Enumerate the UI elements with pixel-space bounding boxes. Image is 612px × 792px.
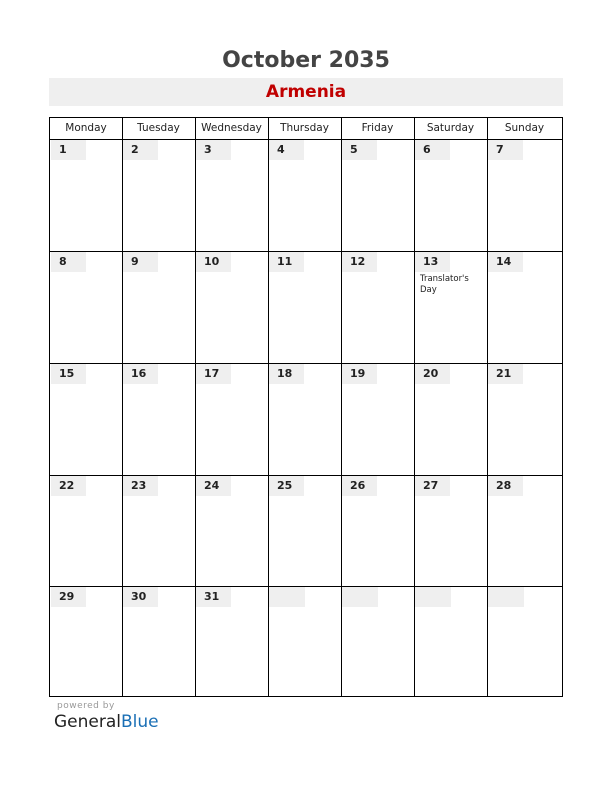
day-cell[interactable] <box>123 476 195 586</box>
day-cell[interactable] <box>488 364 562 475</box>
day-number: 1 <box>51 140 86 160</box>
day-number: 18 <box>269 364 304 384</box>
day-cell[interactable] <box>488 476 562 586</box>
holiday-label: Translator's Day <box>420 274 469 295</box>
weekday-header: Wednesday <box>201 122 262 134</box>
day-cell[interactable] <box>196 252 268 363</box>
day-cell[interactable] <box>269 252 341 363</box>
weekday-header: Saturday <box>426 122 475 134</box>
day-cell[interactable] <box>51 476 122 586</box>
day-cell[interactable] <box>196 364 268 475</box>
day-cell[interactable] <box>415 476 487 586</box>
day-number: 10 <box>196 252 231 272</box>
day-cell[interactable] <box>51 364 122 475</box>
day-number: 5 <box>342 140 377 160</box>
day-number: 28 <box>488 476 523 496</box>
day-number: 31 <box>196 587 231 607</box>
day-number <box>415 587 451 607</box>
day-number: 3 <box>196 140 231 160</box>
day-number <box>488 587 524 607</box>
day-number: 7 <box>488 140 523 160</box>
day-cell[interactable] <box>342 476 414 586</box>
day-number: 15 <box>51 364 86 384</box>
day-number: 14 <box>488 252 523 272</box>
day-cell[interactable] <box>488 587 562 696</box>
day-number <box>269 587 305 607</box>
day-number: 22 <box>51 476 86 496</box>
day-number: 27 <box>415 476 450 496</box>
day-cell[interactable] <box>196 140 268 251</box>
calendar-grid <box>49 117 563 697</box>
day-cell[interactable] <box>123 252 195 363</box>
day-cell[interactable] <box>196 476 268 586</box>
brand-blue: Blue <box>121 712 159 732</box>
weekday-header: Tuesday <box>137 122 180 134</box>
day-number: 6 <box>415 140 450 160</box>
weekday-header: Friday <box>361 122 394 134</box>
day-cell[interactable] <box>415 364 487 475</box>
brand-general: General <box>54 712 121 732</box>
powered-by-label: powered by <box>57 701 115 711</box>
day-number: 2 <box>123 140 158 160</box>
day-cell[interactable] <box>196 587 268 696</box>
day-cell[interactable] <box>269 364 341 475</box>
day-cell[interactable] <box>415 252 487 363</box>
day-cell[interactable] <box>123 140 195 251</box>
day-cell[interactable] <box>342 587 414 696</box>
day-cell[interactable] <box>342 364 414 475</box>
weekday-header: Sunday <box>504 122 545 134</box>
day-number: 23 <box>123 476 158 496</box>
day-number: 9 <box>123 252 158 272</box>
day-cell[interactable] <box>269 476 341 586</box>
day-number: 12 <box>342 252 377 272</box>
day-number: 16 <box>123 364 158 384</box>
weekday-header: Thursday <box>280 122 329 134</box>
day-cell[interactable] <box>123 364 195 475</box>
day-number: 19 <box>342 364 377 384</box>
day-number: 29 <box>51 587 86 607</box>
day-cell[interactable] <box>488 140 562 251</box>
country-banner <box>49 78 563 106</box>
day-cell[interactable] <box>51 140 122 251</box>
country-name: Armenia <box>265 82 347 102</box>
day-number: 17 <box>196 364 231 384</box>
weekday-header: Monday <box>65 122 107 134</box>
day-cell[interactable] <box>342 252 414 363</box>
day-number: 8 <box>51 252 86 272</box>
day-number: 24 <box>196 476 231 496</box>
day-cell[interactable] <box>269 140 341 251</box>
day-cell[interactable] <box>488 252 562 363</box>
day-number <box>342 587 378 607</box>
day-number: 13 <box>415 252 450 272</box>
day-cell[interactable] <box>51 587 122 696</box>
day-cell[interactable] <box>415 140 487 251</box>
day-number: 4 <box>269 140 304 160</box>
day-number: 30 <box>123 587 158 607</box>
day-cell[interactable] <box>269 587 341 696</box>
brand-logo[interactable] <box>54 712 159 732</box>
day-cell[interactable] <box>415 587 487 696</box>
day-cell[interactable] <box>51 252 122 363</box>
calendar-title: October 2035 <box>222 48 390 73</box>
day-number: 11 <box>269 252 304 272</box>
day-cell[interactable] <box>123 587 195 696</box>
day-number: 20 <box>415 364 450 384</box>
day-number: 26 <box>342 476 377 496</box>
day-number: 25 <box>269 476 304 496</box>
day-number: 21 <box>488 364 523 384</box>
day-cell[interactable] <box>342 140 414 251</box>
